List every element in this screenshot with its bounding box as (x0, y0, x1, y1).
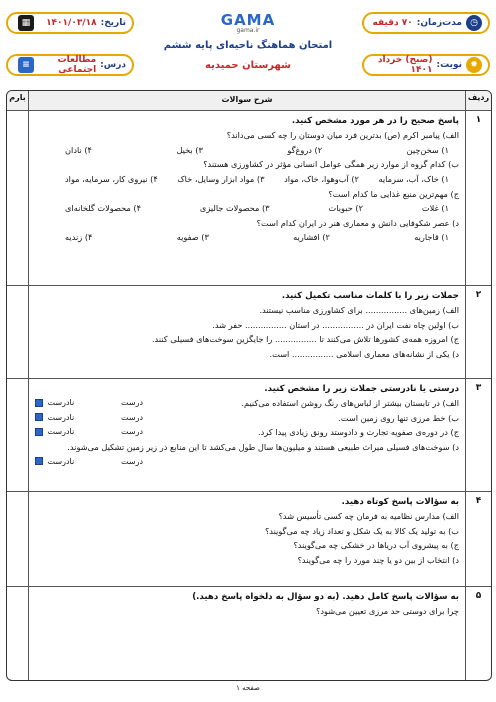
option[interactable]: ۱) غلات (421, 203, 449, 214)
question-number: ۳ (465, 379, 491, 491)
options (35, 143, 459, 158)
question-part: ج) در دوره‌ی صفویه تجارت و داد‌وستد رونق زیادی پیدا کرد. (258, 427, 459, 438)
true-option[interactable]: درست (121, 398, 143, 408)
options (35, 172, 459, 187)
question-part: د) یکی از نشانه‌های معماری اسلامی ................ است. (269, 348, 459, 359)
false-option[interactable]: نادرست (35, 411, 74, 426)
date-box (6, 12, 134, 34)
books-icon: ≡ (18, 57, 34, 73)
option[interactable]: ۳) صفویه (176, 232, 209, 243)
false-option[interactable]: نادرست (35, 396, 74, 411)
score-cell (7, 587, 29, 680)
question-part: ج) امروزه همه‌ی کشورها تلاش می‌کنند تا ................ را جایگزین سوخت‌های فسیلی کنند. (151, 334, 459, 345)
question-part: الف) زمین‌های ................ برای کشاورزی مناسب نیستند. (259, 305, 459, 316)
table-header (7, 91, 491, 111)
tf-item (35, 455, 459, 470)
score-cell (7, 379, 29, 491)
question-part: د) سوخت‌های فسیلی میراث طبیعی هستند و میلیون‌ها سال طول می‌کشد تا این منابع در زیر زمین تشکیل می‌شوند. (67, 441, 459, 452)
question-title: جملات زیر را با کلمات مناسب تکمیل کنید. (281, 290, 459, 301)
tf-item (35, 411, 459, 426)
question-title: پاسخ صحیح را در هر مورد مشخص کنید. (291, 115, 459, 126)
subject-label: درس: (100, 60, 126, 70)
option[interactable]: ۳) محصولات جالیزی (199, 203, 270, 214)
true-option[interactable]: درست (121, 412, 143, 422)
true-option[interactable]: درست (121, 427, 143, 437)
question-row-5 (7, 587, 491, 680)
date-value: ۱۴۰۱/۰۳/۱۸ (46, 18, 97, 28)
question-part: ب) خط مرزی تنها روی زمین است. (338, 412, 459, 423)
option[interactable]: ۱) سخن‌چین (406, 144, 449, 155)
page-number: صفحه ۱ (236, 684, 260, 692)
score-cell (7, 286, 29, 378)
question-row-1 (7, 111, 491, 286)
question-part: ج) به پیشروی آب دریاها در خشکی چه می‌گویند؟ (293, 540, 459, 551)
question-part: د) عصر شکوفایی دانش و معماری هنر در ایران کدام است؟ (256, 217, 459, 228)
logo-site: gama.ir (236, 27, 260, 34)
question-part: ج) مهم‌ترین منبع غذایی ما کدام است؟ (328, 188, 459, 199)
clock-icon: ◷ (466, 15, 482, 31)
calendar-icon: ▦ (18, 15, 34, 31)
question-number: ۲ (465, 286, 491, 378)
subject-value: مطالعات اجتماعی (57, 55, 97, 75)
question-part: ب) کدام گروه از موارد زیر همگی عوامل انسانی مؤثر در کشاورزی هستند؟ (203, 159, 459, 170)
exam-title: امتحان هماهنگ ناحیه‌ای پایه ششم (163, 40, 333, 51)
question-row-3 (7, 379, 491, 492)
sun-icon: ✹ (466, 57, 482, 73)
options (35, 230, 459, 245)
date-label: تاریخ: (100, 18, 126, 28)
question-number: ۱ (465, 111, 491, 285)
question-part: الف) پیامبر اکرم (ص) بدترین فرد میان دوستان را چه کسی می‌داند؟ (226, 130, 459, 141)
col-score-header: بارم (7, 91, 29, 110)
tf-item (35, 396, 459, 411)
checkbox-icon[interactable] (35, 413, 43, 421)
true-option[interactable]: درست (121, 456, 143, 466)
option[interactable]: ۴) نیروی کار، سرمایه، مواد (65, 173, 158, 184)
exam-city: شهرستان حمیدیه (205, 60, 291, 71)
option[interactable]: ۲) افشاریه (293, 232, 330, 243)
question-number: ۵ (465, 587, 491, 680)
question-row-4 (7, 492, 491, 587)
option[interactable]: ۲) دروغ‌گو (287, 144, 323, 155)
question-part: ب) به تولید یک کالا به یک شکل و تعداد زیاد چه می‌گویند؟ (264, 525, 459, 536)
option[interactable]: ۴) محصولات گلخانه‌ای (65, 203, 141, 214)
question-part: الف) در تابستان بیشتر از لباس‌های رنگ روشن استفاده می‌کنیم. (241, 398, 459, 409)
checkbox-icon[interactable] (35, 428, 43, 436)
question-row-2 (7, 286, 491, 379)
col-body-header: شرح سوالات (29, 91, 465, 110)
questions-table (6, 90, 492, 681)
question-number: ۴ (465, 492, 491, 586)
option[interactable]: ۲) آب‌وهوا، خاک، مواد (284, 173, 359, 184)
score-cell (7, 492, 29, 586)
question-title: درستی یا نادرستی جملات زیر را مشخص کنید. (264, 383, 459, 394)
session-box (362, 54, 490, 76)
checkbox-icon[interactable] (35, 457, 43, 465)
duration-value: ۷۰ دقیقه (372, 18, 413, 28)
false-option[interactable]: نادرست (35, 425, 74, 440)
question-part: الف) مدارس نظامیه به فرمان چه کسی تأسیس شد؟ (278, 511, 459, 522)
exam-header (6, 8, 490, 88)
logo-mark: GAMA (220, 11, 276, 29)
false-option[interactable]: نادرست (35, 455, 74, 470)
session-value: (صبح) خرداد ۱۴۰۱ (377, 55, 433, 75)
subject-box (6, 54, 134, 76)
session-label: نوبت: (436, 60, 462, 70)
option[interactable]: ۴) زندیه (65, 232, 93, 243)
duration-box (362, 12, 490, 34)
options (35, 201, 459, 216)
question-part: چرا برای دوستی حد مرزی تعیین می‌شود؟ (315, 606, 459, 617)
option[interactable]: ۴) نادان (65, 144, 92, 155)
checkbox-icon[interactable] (35, 399, 43, 407)
gama-logo (221, 10, 275, 34)
question-title: به سؤالات پاسخ کامل دهید. (به دو سؤال به دلخواه پاسخ دهید.) (192, 591, 459, 602)
score-cell (7, 111, 29, 285)
option[interactable]: ۳) مواد ابزار وسایل، خاک (177, 173, 265, 184)
option[interactable]: ۳) بخیل (176, 144, 203, 155)
duration-label: مدت‌زمان: (416, 18, 462, 28)
option[interactable]: ۱) قاجاریه (414, 232, 449, 243)
question-part: د) انتخاب از بین دو یا چند مورد را چه می‌گویند؟ (297, 554, 459, 565)
option[interactable]: ۱) خاک، آب، سرمایه (378, 173, 449, 184)
option[interactable]: ۲) حبوبات (328, 203, 363, 214)
tf-item (35, 425, 459, 440)
question-title: به سؤالات پاسخ کوتاه دهید. (341, 496, 459, 507)
col-num-header: ردیف (465, 91, 491, 110)
question-part: ب) اولین چاه نفت ایران در ................ در استان ................ حفر شد. (212, 319, 459, 330)
